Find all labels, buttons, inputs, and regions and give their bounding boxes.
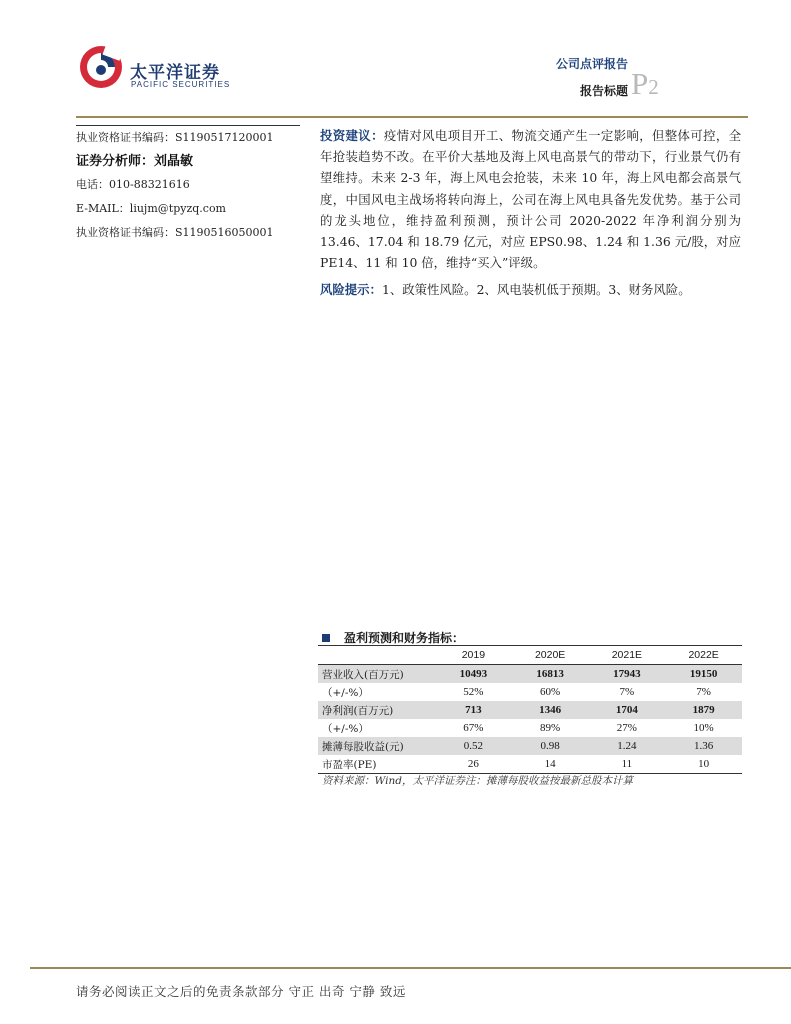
table-cell: 27% bbox=[616, 722, 637, 734]
table-cell: 17943 bbox=[589, 665, 666, 684]
footer-disclaimer: 请务必阅读正文之后的免责条款部分 守正 出奇 宁静 致远 bbox=[76, 984, 406, 999]
table-header-cell bbox=[318, 646, 435, 665]
table-cell: 7% bbox=[696, 686, 711, 698]
table-row-net-profit bbox=[318, 701, 742, 719]
table-row-label: （+/-%） bbox=[322, 686, 369, 699]
report-title-label: 报告标题 bbox=[579, 84, 628, 98]
financial-forecast-table bbox=[318, 645, 742, 774]
report-type-label: 公司点评报告 bbox=[555, 57, 628, 71]
logo-english-text: PACIFIC SECURITIES bbox=[131, 80, 231, 89]
table-heading bbox=[320, 629, 740, 646]
risk-warning-paragraph bbox=[320, 279, 741, 300]
table-row-pe bbox=[318, 755, 742, 774]
footer-divider bbox=[30, 967, 791, 969]
table-cell: 0.52 bbox=[435, 737, 512, 755]
table-cell: 713 bbox=[435, 701, 512, 719]
pacific-securities-logo-icon bbox=[78, 44, 124, 90]
table-cell: 52% bbox=[463, 686, 484, 698]
table-cell: 1346 bbox=[512, 701, 589, 719]
table-cell: 67% bbox=[463, 722, 484, 734]
page-letter: P bbox=[631, 66, 649, 101]
table-header-cell: 2019 bbox=[435, 646, 512, 665]
table-cell: 1879 bbox=[665, 701, 742, 719]
table-header-cell: 2021E bbox=[589, 646, 666, 665]
analyst-email[interactable]: E-MAIL：liujm@tpyzq.com bbox=[76, 202, 226, 215]
table-row-label: 市盈率(PE) bbox=[318, 755, 435, 774]
analyst-name: 证券分析师：刘晶敏 bbox=[76, 154, 194, 169]
bullet-square-icon bbox=[322, 634, 330, 642]
risk-warning-text: 1、政策性风险。2、风电装机低于预期。3、财务风险。 bbox=[381, 282, 691, 298]
table-cell: 0.98 bbox=[512, 737, 589, 755]
table-row-revenue-growth bbox=[318, 683, 742, 701]
logo-chinese-text: 太平洋证券 bbox=[130, 63, 220, 83]
table-cell: 10493 bbox=[435, 665, 512, 684]
analyst-1-certificate: 执业资格证书编码：S1190517120001 bbox=[76, 131, 274, 144]
table-row-label: （+/-%） bbox=[322, 722, 369, 735]
investment-advice-paragraph bbox=[320, 125, 741, 273]
table-row-profit-growth bbox=[318, 719, 742, 737]
table-cell: 7% bbox=[619, 686, 635, 698]
table-header-cell: 2020E bbox=[512, 646, 589, 665]
table-title: 盈利预测和财务指标： bbox=[344, 631, 465, 645]
table-cell: 26 bbox=[435, 755, 512, 774]
table-cell: 10% bbox=[693, 722, 714, 734]
table-cell: 60% bbox=[540, 686, 561, 698]
table-cell: 1.36 bbox=[665, 737, 742, 755]
investment-advice-heading: 投资建议： bbox=[320, 128, 384, 143]
header-divider bbox=[76, 116, 748, 118]
analyst-2-certificate: 执业资格证书编码：S1190516050001 bbox=[76, 226, 274, 239]
page-digit: 2 bbox=[648, 75, 659, 99]
table-row-revenue bbox=[318, 665, 742, 684]
table-row-eps bbox=[318, 737, 742, 755]
analyst-phone: 电话：010-88321616 bbox=[76, 178, 190, 191]
table-cell: 1704 bbox=[589, 701, 666, 719]
table-cell: 19150 bbox=[665, 665, 742, 684]
table-cell: 89% bbox=[540, 722, 561, 734]
table-header-row bbox=[318, 646, 742, 665]
table-cell: 16813 bbox=[512, 665, 589, 684]
table-source-note: 资料来源：Wind，太平洋证券注：摊薄每股收益按最新总股本计算 bbox=[322, 775, 633, 787]
table-row-label: 净利润(百万元) bbox=[318, 701, 435, 719]
risk-warning-heading: 风险提示： bbox=[320, 282, 382, 298]
table-row-label: 摊薄每股收益(元) bbox=[318, 737, 435, 755]
report-body bbox=[320, 125, 741, 301]
left-column-divider bbox=[76, 125, 300, 126]
table-cell: 1.24 bbox=[589, 737, 666, 755]
table-cell: 14 bbox=[512, 755, 589, 774]
table-cell: 11 bbox=[589, 755, 666, 774]
table-cell: 10 bbox=[665, 755, 742, 774]
table-header-cell: 2022E bbox=[665, 646, 742, 665]
page-number bbox=[631, 66, 659, 102]
investment-advice-text: 疫情对风电项目开工、物流交通产生一定影响，但整体可控，全年抢装趋势不改。在平价大基地及海上风电高景气的带动下，行业景气仍有望维持。未来 2-3 年，海上风电会抢装，未来 10 年，海上风电都会高景气度，中国风电主战场将转向海上，公司在海上风电具备先发优势。基于公司的龙头地位，维持盈利预测，预计公司 2020-2022 年净利润分别为 13.46、17.04 和 18.79 亿元，对应 EPS0.98、1.24 和 1.36 元/股，对应 PE14、11 和 10 倍，维持“买入”评级。 bbox=[320, 128, 742, 271]
table-row-label: 营业收入(百万元) bbox=[318, 665, 435, 684]
